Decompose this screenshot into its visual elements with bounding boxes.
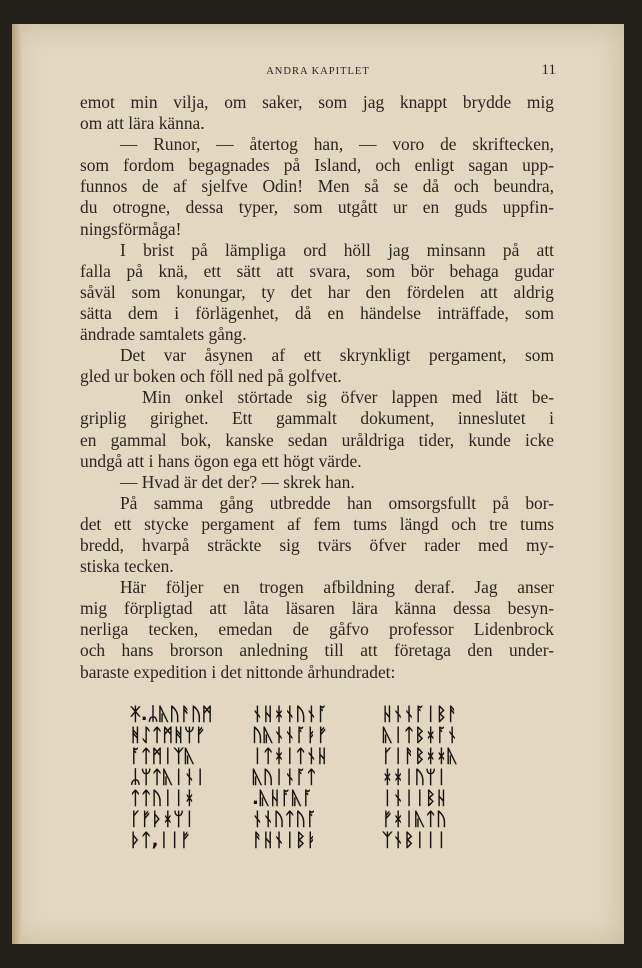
page-gutter — [12, 24, 22, 944]
text-line: gled ur boken och föll ned på golfvet. — [80, 366, 342, 387]
text-line: en gammal bok, kanske sedan uråldriga tider, kunde icke — [80, 429, 554, 450]
rune-row: ᚨᚺᚾᛁᛒᛓ — [252, 830, 317, 851]
text-line: som fordom begagnades på Island, och enligt sagan upp- — [80, 155, 554, 176]
text-line: — Runor, — återtog han, — voro de skriftecken, — [120, 134, 554, 155]
rune-row: ᚪᛏᛗᛁᛉᚣ — [130, 746, 195, 767]
book-page — [12, 24, 624, 944]
text-line: du otrogne, dessa typer, som utgått ur en guds uppfin- — [80, 197, 554, 218]
rune-inscription — [130, 704, 502, 851]
rune-row: ᛦᛘᛏᚣᛁᚾᛁ — [130, 767, 206, 788]
text-line: stiska tecken. — [80, 556, 174, 577]
text-line: och hans brorson anledning till att företaga den under- — [80, 640, 554, 661]
rune-column-1 — [130, 704, 252, 851]
text-line: baraste expedition i det nittonde århundradet: — [80, 661, 396, 682]
text-line: såväl som konungar, ty det har den fördelen att aldrig — [80, 281, 554, 302]
rune-row: ᛏᛏᚢᛁᛁᚼ — [130, 788, 195, 809]
text-line: Här följer en trogen afbildning deraf. Jag anser — [120, 577, 554, 598]
rune-column-2 — [252, 704, 382, 851]
rune-row: ᚼᚼᛁᚢᛘᛁ — [382, 767, 447, 788]
text-line: ningsförmåga! — [80, 218, 182, 239]
page-number: 11 — [541, 62, 556, 78]
running-head: ANDRA KAPITLET — [266, 66, 370, 77]
page-header — [80, 64, 556, 84]
rune-row: .ᚣᚺᚪᚣᚪ — [252, 788, 313, 809]
text-line: — Hvad är det der? — skrek han. — [120, 471, 355, 492]
rune-row: ᚣᛁᛏᛒᚼᚪᚾ — [382, 725, 458, 746]
text-line: funnos de af sjelfve Odin! Men så se då och beundra, — [80, 176, 554, 197]
text-line: undgå att i hans ögon ega ett högt värde. — [80, 450, 362, 471]
rune-row: ᚾᚾᚢᛏᚢᚪ — [252, 809, 317, 830]
rune-row: ᛡ.ᛦᚣᚢᚨᚢᛗ — [130, 704, 213, 725]
text-line: falla på knä, ett sätt att svara, som bör behaga gudar — [80, 260, 554, 281]
text-line: I brist på lämpliga ord höll jag minsann på att — [120, 239, 554, 260]
rune-row: ᛁᛏᚼᛁᛏᚾᚺ — [252, 746, 328, 767]
text-line: om att lära känna. — [80, 113, 205, 134]
text-line: Min onkel störtade sig öfver lappen med lätt be- — [142, 387, 554, 408]
text-line: sätta dem i förlägenhet, då en händelse inträffade, som — [80, 302, 554, 323]
text-line: ändrade samtalets gång. — [80, 324, 247, 345]
text-line: mig förpligtad att låta läsaren lära känna dessa besyn- — [80, 598, 554, 619]
rune-row: ᛁᚾᛁᛁᛒᚺ — [382, 788, 447, 809]
text-line: På samma gång utbredde han omsorgsfullt på bor- — [120, 492, 554, 513]
rune-row: ᚴᚠᚦᚼᛘᛁ — [130, 809, 195, 830]
rune-row: ᚾᚺᚼᚾᚢᚾᚪ — [252, 704, 328, 725]
text-line: emot min vilja, om saker, som jag knappt brydde mig — [80, 92, 554, 112]
rune-column-3 — [382, 704, 502, 851]
rune-row: ᚣᚢᛁᚾᚪᛏ — [252, 767, 317, 788]
text-line: Det var åsynen af ett skrynkligt pergament, som — [120, 345, 554, 366]
rune-row: ᛉᚾᛒᛁᛁᛁ — [382, 830, 447, 851]
text-line: det ett stycke pergament af fem tums längd och tre tums — [80, 513, 554, 534]
text-line: nerliga tecken, emedan de gåfvo professor Lidenbrock — [80, 619, 554, 640]
rune-row: ᚻᛇᛏᛗᚻᛘᚠ — [130, 725, 206, 746]
text-line: griplig girighet. Ett gammalt dokument, inneslutet i — [80, 408, 554, 429]
rune-row: ᚺᚾᚾᚪᛁᛒᚨ — [382, 704, 458, 725]
body-text — [80, 92, 554, 683]
rune-row: ᚢᚣᚾᚾᚪᛓᚠ — [252, 725, 328, 746]
rune-row: ᚴᛁᚨᛒᚼᚼᚣ — [382, 746, 458, 767]
text-line: bredd, hvarpå sträckte sig tvärs öfver rader med my- — [80, 534, 554, 555]
rune-row: ᚦᛏ,ᛁᛁᚠ — [130, 830, 191, 851]
rune-row: ᚠᚼᛁᚣᛏᚢ — [382, 809, 447, 830]
